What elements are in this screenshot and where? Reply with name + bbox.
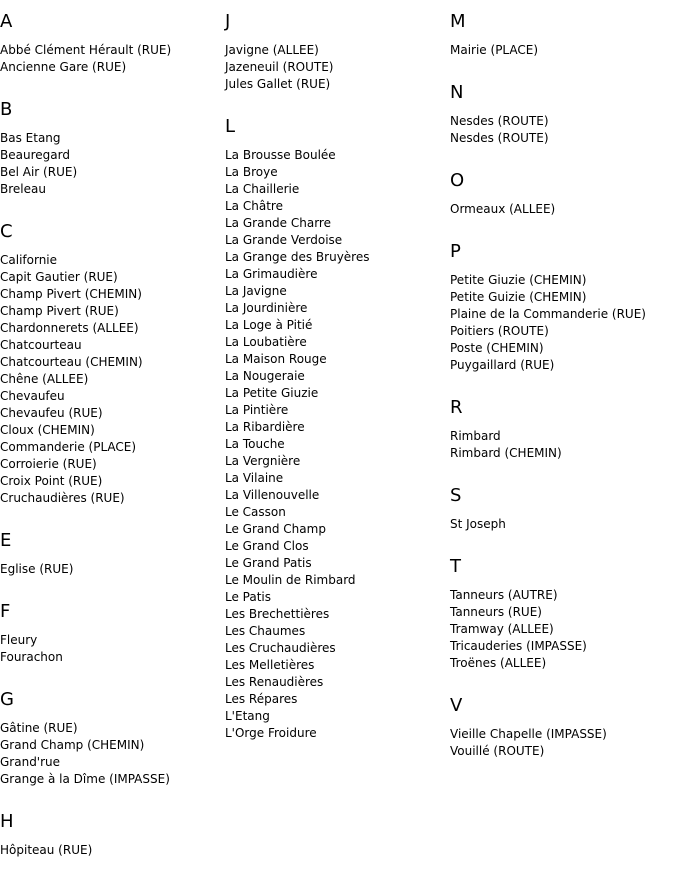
street-name: L'Orge Froidure xyxy=(225,726,317,740)
street-name: Eglise (RUE) xyxy=(0,562,74,576)
letter-section xyxy=(450,242,675,374)
street-name: La Broye xyxy=(225,165,278,179)
section-letter-heading: L xyxy=(225,116,236,137)
street-name: La Jourdinière xyxy=(225,301,308,315)
street-name: Puygaillard (RUE) xyxy=(450,358,555,372)
section-letter-heading: S xyxy=(450,485,462,506)
street-name: Rimbard xyxy=(450,429,501,443)
street-name: Petite Giuzie (CHEMIN) xyxy=(450,273,587,287)
street-list xyxy=(450,428,675,462)
street-name: Les Melletières xyxy=(225,658,315,672)
letter-section xyxy=(0,690,225,788)
street-name: Tricauderies (IMPASSE) xyxy=(450,639,587,653)
street-list xyxy=(0,252,225,507)
street-name: Grand'rue xyxy=(0,755,61,769)
letter-section xyxy=(450,486,675,533)
street-index-column-2 xyxy=(225,12,450,766)
street-name: Vouillé (ROUTE) xyxy=(450,744,545,758)
street-name: Les Renaudières xyxy=(225,675,324,689)
street-list xyxy=(0,130,225,198)
street-name: La Touche xyxy=(225,437,285,451)
street-name: Chevaufeu (RUE) xyxy=(0,406,103,420)
street-name: Chardonnerets (ALLEE) xyxy=(0,321,139,335)
street-name: Poitiers (ROUTE) xyxy=(450,324,549,338)
street-name: Fourachon xyxy=(0,650,63,664)
street-name: La Nougeraie xyxy=(225,369,305,383)
street-name: Le Grand Clos xyxy=(225,539,309,553)
street-name: Ancienne Gare (RUE) xyxy=(0,60,127,74)
letter-section xyxy=(450,557,675,672)
letter-section xyxy=(0,12,225,76)
street-name: La Vilaine xyxy=(225,471,284,485)
letter-section xyxy=(450,83,675,147)
street-name: Abbé Clément Hérault (RUE) xyxy=(0,43,172,57)
letter-section xyxy=(0,812,225,859)
street-list xyxy=(0,720,225,788)
street-name: La Petite Giuzie xyxy=(225,386,319,400)
street-name: Tanneurs (RUE) xyxy=(450,605,542,619)
street-name: Breleau xyxy=(0,182,46,196)
street-list xyxy=(225,42,450,93)
street-name: La Villenouvelle xyxy=(225,488,320,502)
street-name: Champ Pivert (CHEMIN) xyxy=(0,287,142,301)
street-name: Tanneurs (AUTRE) xyxy=(450,588,558,602)
section-letter-heading: V xyxy=(450,695,463,716)
street-list xyxy=(0,842,225,859)
letter-section xyxy=(450,696,675,760)
street-name: Grange à la Dîme (IMPASSE) xyxy=(0,772,170,786)
street-name: Jules Gallet (RUE) xyxy=(225,77,331,91)
section-letter-heading: B xyxy=(0,99,13,120)
street-list xyxy=(450,113,675,147)
letter-section xyxy=(450,12,675,59)
section-letter-heading: E xyxy=(0,530,12,551)
street-name: Croix Point (RUE) xyxy=(0,474,103,488)
section-letter-heading: O xyxy=(450,170,465,191)
street-name: La Brousse Boulée xyxy=(225,148,336,162)
section-letter-heading: R xyxy=(450,397,463,418)
letter-section xyxy=(0,602,225,666)
street-name: Nesdes (ROUTE) xyxy=(450,114,549,128)
street-name: Nesdes (ROUTE) xyxy=(450,131,549,145)
section-letter-heading: C xyxy=(0,221,13,242)
street-name: Gâtine (RUE) xyxy=(0,721,78,735)
street-name: Le Grand Patis xyxy=(225,556,312,570)
street-name: Poste (CHEMIN) xyxy=(450,341,544,355)
section-letter-heading: M xyxy=(450,11,466,32)
street-name: Chatcourteau (CHEMIN) xyxy=(0,355,143,369)
street-name: Fleury xyxy=(0,633,38,647)
letter-section xyxy=(225,12,450,93)
street-name: Chatcourteau xyxy=(0,338,82,352)
street-name: Jazeneuil (ROUTE) xyxy=(225,60,334,74)
street-name: Petite Guizie (CHEMIN) xyxy=(450,290,587,304)
street-name: Grand Champ (CHEMIN) xyxy=(0,738,145,752)
section-letter-heading: H xyxy=(0,811,14,832)
street-index-column-3 xyxy=(450,12,675,784)
street-name: Troënes (ALLEE) xyxy=(450,656,547,670)
letter-section xyxy=(0,222,225,507)
street-name: Le Moulin de Rimbard xyxy=(225,573,356,587)
street-list xyxy=(225,147,450,742)
street-name: Cruchaudières (RUE) xyxy=(0,491,125,505)
street-name: Champ Pivert (RUE) xyxy=(0,304,119,318)
section-letter-heading: P xyxy=(450,241,461,262)
street-list xyxy=(450,587,675,672)
letter-section xyxy=(450,171,675,218)
street-name: Capit Gautier (RUE) xyxy=(0,270,118,284)
street-name: Bas Etang xyxy=(0,131,61,145)
section-letter-heading: G xyxy=(0,689,14,710)
street-name: Tramway (ALLEE) xyxy=(450,622,554,636)
street-name: St Joseph xyxy=(450,517,506,531)
street-name: La Grande Charre xyxy=(225,216,331,230)
street-name: La Pintière xyxy=(225,403,289,417)
letter-section xyxy=(0,531,225,578)
street-index-column-1 xyxy=(0,12,225,883)
street-name: La Loge à Pitié xyxy=(225,318,313,332)
street-name: Commanderie (PLACE) xyxy=(0,440,137,454)
street-name: La Grange des Bruyères xyxy=(225,250,370,264)
street-name: Hôpiteau (RUE) xyxy=(0,843,93,857)
street-name: Vieille Chapelle (IMPASSE) xyxy=(450,727,607,741)
street-name: La Loubatière xyxy=(225,335,307,349)
street-name: Ormeaux (ALLEE) xyxy=(450,202,556,216)
street-name: La Grande Verdoise xyxy=(225,233,343,247)
letter-section xyxy=(0,100,225,198)
letter-section xyxy=(450,398,675,462)
street-name: Chevaufeu xyxy=(0,389,65,403)
street-name: Javigne (ALLEE) xyxy=(225,43,319,57)
street-name: Les Chaumes xyxy=(225,624,306,638)
street-name: La Chaillerie xyxy=(225,182,300,196)
street-name: Rimbard (CHEMIN) xyxy=(450,446,562,460)
street-list xyxy=(0,561,225,578)
letter-section xyxy=(225,117,450,742)
section-letter-heading: N xyxy=(450,82,464,103)
street-name: La Grimaudière xyxy=(225,267,318,281)
street-name: La Ribardière xyxy=(225,420,305,434)
section-letter-heading: A xyxy=(0,11,13,32)
section-letter-heading: F xyxy=(0,601,11,622)
street-list xyxy=(450,272,675,374)
street-name: La Maison Rouge xyxy=(225,352,327,366)
street-name: Corroierie (RUE) xyxy=(0,457,97,471)
street-name: Cloux (CHEMIN) xyxy=(0,423,95,437)
street-list xyxy=(450,726,675,760)
street-name: Les Répares xyxy=(225,692,298,706)
street-name: Chêne (ALLEE) xyxy=(0,372,89,386)
street-name: Les Cruchaudières xyxy=(225,641,336,655)
street-name: La Châtre xyxy=(225,199,283,213)
street-name: Le Casson xyxy=(225,505,286,519)
street-name: L'Etang xyxy=(225,709,270,723)
street-name: Le Grand Champ xyxy=(225,522,326,536)
street-name: Les Brechettières xyxy=(225,607,330,621)
street-list xyxy=(450,42,675,59)
street-name: Bel Air (RUE) xyxy=(0,165,78,179)
section-letter-heading: T xyxy=(450,556,461,577)
street-list xyxy=(450,516,675,533)
street-name: Plaine de la Commanderie (RUE) xyxy=(450,307,646,321)
street-list xyxy=(450,201,675,218)
street-list xyxy=(0,632,225,666)
street-name: La Vergnière xyxy=(225,454,301,468)
street-name: Le Patis xyxy=(225,590,272,604)
street-name: La Javigne xyxy=(225,284,287,298)
section-letter-heading: J xyxy=(225,11,231,32)
street-name: Mairie (PLACE) xyxy=(450,43,539,57)
street-name: Californie xyxy=(0,253,58,267)
street-list xyxy=(0,42,225,76)
street-name: Beauregard xyxy=(0,148,70,162)
